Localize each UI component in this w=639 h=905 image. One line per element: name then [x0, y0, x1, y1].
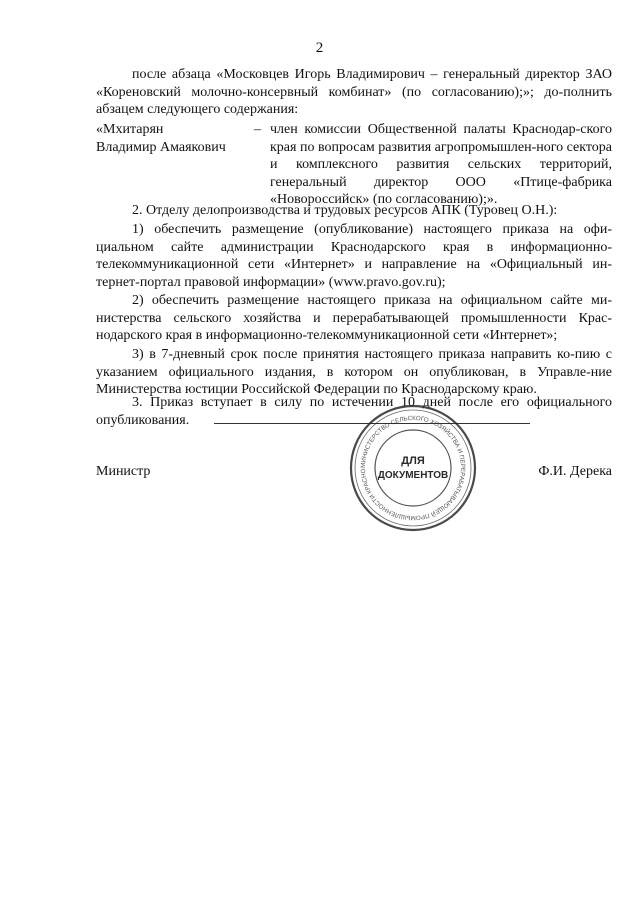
- item-2-2: 2) обеспечить размещение настоящего приказа на официальном сайте ми-нистерства сельского хозяйства и перерабатывающей промышленности Крас-нодарского края в информационно-телекоммуникационной сети «Интернет»;: [96, 293, 612, 344]
- member-dash: –: [254, 122, 261, 137]
- member-name-line1: «Мхитарян: [96, 122, 164, 137]
- member-name-line2: Владимир Амаякович: [96, 139, 226, 155]
- page-number: 2: [315, 40, 324, 56]
- signature-title: Министр: [96, 464, 151, 479]
- member-description: член комиссии Общественной палаты Краснодар-ского края по вопросам развития агропромышлен-ного сектора и комплексного развития сельских территорий, генеральный директор ООО «Птице-фабрика «Новороссийск» (по согласованию);».: [270, 122, 612, 208]
- signature-name: Ф.И. Дерека: [538, 464, 612, 479]
- intro-paragraph: [96, 66, 612, 119]
- item-2-heading: 2. Отделу делопроизводства и трудовых ресурсов АПК (Туровец О.Н.):: [132, 203, 558, 218]
- stamp-center-line1: ДЛЯ: [401, 455, 425, 467]
- item-2-1: 1) обеспечить размещение (опубликование) настоящего приказа на офи-циальном сайте администрации Краснодарского края в информационно-телекоммуникационной сети «Интернет» и направление на «Официальный ин-тернет-портал правовой информации» (www.pravo.gov.ru);: [96, 222, 612, 290]
- stamp-ring-text: МИНИСТЕРСТВО СЕЛЬСКОГО ХОЗЯЙСТВА И ПЕРЕРАБАТЫВАЮЩЕЙ ПРОМЫШЛЕННОСТИ КРАСНО: [359, 414, 467, 522]
- item-3: 3. Приказ вступает в силу по истечении 10 дней после его официального опубликования.: [96, 395, 612, 428]
- stamp-center-line2: ДОКУМЕНТОВ: [377, 470, 449, 481]
- official-stamp: [348, 403, 478, 533]
- stamp-svg: [348, 403, 478, 533]
- intro-text: после абзаца «Московцев Игорь Владимирович – генеральный директор ЗАО «Кореновский молочно-консервный комбинат» (по согласованию);»; до-полнить абзацем следующего содержания:: [96, 67, 612, 118]
- member-name: [96, 121, 266, 156]
- item-2-3: 3) в 7-дневный срок после принятия настоящего приказа направить ко-пию с указанием официального издания, в котором он опубликован, в Управле-ние Министерства юстиции Российской Федерации по Краснодарскому краю.: [96, 347, 612, 398]
